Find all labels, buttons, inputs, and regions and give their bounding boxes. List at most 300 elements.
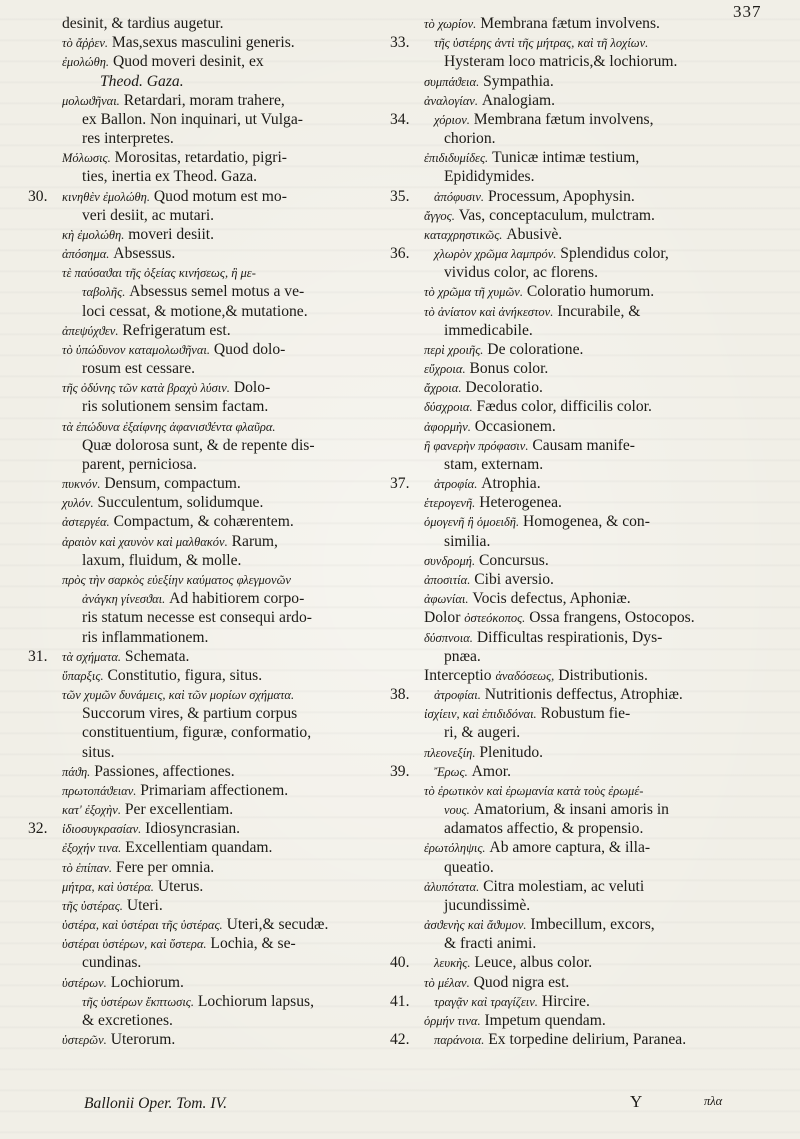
latin-text: Hircire. [537,992,590,1010]
greek-term: πλεονεξίη. [424,745,476,760]
text-line [424,838,784,857]
latin-text: Decoloratio. [461,379,543,397]
text-line [62,474,402,493]
latin-text: Amor. [467,762,512,780]
greek-term: ἄχροια. [424,381,462,396]
greek-term: τὸ μέλαν. [424,975,470,990]
greek-term: τὸ ἐπίπαν. [62,860,113,875]
latin-text: Splendidus color, [556,245,669,263]
text-line [62,244,402,263]
text-line [424,628,784,647]
latin-text: res interpretes. [82,130,174,148]
text-line [390,992,784,1011]
greek-term: ὑστέρων. [62,975,107,990]
latin-text: Leuce, albus color. [470,954,593,972]
greek-term: ἀλυπότατα. [424,879,480,894]
greek-term: χόριον. [434,112,470,127]
greek-term: τῆς ὑστέρων ἔκπτωσις. [82,994,194,1009]
text-line [62,877,402,896]
text-line [424,148,784,167]
latin-text: Retardari, moram trahere, [119,91,285,109]
latin-text: Cibi aversio. [470,570,554,588]
text-line [62,781,402,800]
greek-term: τὸ ἄῤῥεν. [62,36,109,51]
greek-term: καταχρηστικῶς. [424,227,503,242]
text-line [62,1030,402,1049]
greek-term: χλωρὸν χρῶμα λαμπρόν. [434,247,557,262]
text-line [62,321,402,340]
latin-text: rosum est cessare. [82,360,196,378]
latin-text: Robustum fie- [536,705,631,723]
latin-text: parent, perniciosa. [82,455,197,473]
greek-term: ὕπαρξις. [62,668,104,683]
latin-text: ex Ballon. Non inquinari, ut Vulga- [82,110,303,128]
latin-text: Excellentiam quandam. [121,839,273,857]
text-line [62,992,402,1011]
text-line [424,532,784,551]
text-line [62,302,402,321]
latin-text: & excretiones. [82,1011,173,1029]
latin-text: Occasionem. [470,417,556,435]
footer-running-title: Ballonii Oper. Tom. IV. [84,1095,227,1112]
latin-text: Lochia, & se- [206,935,296,953]
greek-term: Μόλωσις. [62,151,111,166]
latin-text: Distributionis. [554,666,648,684]
latin-text: Analogiam. [477,91,556,109]
text-line [62,704,402,723]
latin-text: adamatos affectio, & propensio. [444,820,644,838]
text-line [62,800,402,819]
text-line [424,72,784,91]
text-line [62,762,402,781]
greek-term: ἰδιοσυγκρασίαν. [62,822,142,837]
text-line [62,359,402,378]
text-line [62,1011,402,1030]
latin-text: Incurabile, & [553,302,641,320]
text-line [390,1030,784,1049]
text-line [424,52,784,71]
text-line [424,743,784,762]
greek-term: ὁμογενῆ ἢ ὁμοειδῆ. [424,515,520,530]
text-line [62,934,402,953]
latin-text: loci cessat, & motione,& mutatione. [82,302,308,320]
latin-text: De coloratione. [483,340,584,358]
latin-text: Homogenea, & con- [519,513,650,531]
latin-text: Rarum, [227,532,278,550]
left-column [28,14,402,1049]
text-line [62,436,402,455]
latin-text: Ossa frangens, Ostocopos. [525,609,695,627]
text-line [424,877,784,896]
greek-term: ἐμολώθη. [62,55,110,70]
latin-text: Membrana fætum involvens, [469,110,654,128]
text-line [390,762,784,781]
text-line [424,321,784,340]
latin-text: Theod. Gaza. [100,72,184,90]
greek-term: τῆς ὀδύνης τῶν κατὰ βραχὺ λύσιν. [62,381,230,396]
text-line [62,129,402,148]
text-line [62,417,402,436]
text-line [390,474,784,493]
latin-text: Ad habitiorem corpo- [165,590,305,608]
entry-number: 34. [390,110,410,128]
latin-text: chorion. [444,130,496,148]
greek-term: κινηθὲν ἐμολώθη. [62,189,151,204]
greek-term: κατ' ἐξοχὴν. [62,803,121,818]
right-column [390,14,784,1049]
text-line [424,800,784,819]
latin-text: Tunicæ intimæ testium, [488,149,640,167]
entry-number: 31. [28,647,48,665]
text-line [62,628,402,647]
latin-text: Difficultas respirationis, Dys- [472,628,663,646]
greek-term: τὸ ἐρωτικὸν καὶ ἐρωμανία κατὰ τοὺς ἐρωμέ- [424,783,644,798]
latin-text: Uteri. [122,896,163,914]
latin-text: Imbecillum, excors, [526,916,655,934]
latin-text: queatio. [444,858,494,876]
entry-number: 40. [390,954,410,972]
text-line [28,187,402,206]
text-line [62,378,402,397]
latin-text: immedicabile. [444,321,533,339]
latin-text: jucundissimè. [444,896,531,914]
text-line [424,436,784,455]
text-line [62,263,402,282]
latin-text: constituentium, figuræ, conformatio, [82,724,312,742]
text-line [424,512,784,531]
greek-term: τὰ ἐπώδυνα ἐξαίφνης ἀφανισϑέντα φλαῦρα. [62,419,276,434]
text-line [424,340,784,359]
latin-text: Idiosyncrasian. [141,820,241,838]
text-line [62,33,402,52]
text-line [62,532,402,551]
text-line [62,551,402,570]
text-line [424,397,784,416]
greek-term: ἄγγος. [424,208,455,223]
greek-term: ἀνάγκη γίνεσϑαι. [82,592,166,607]
greek-term: τὸ χωρίον. [424,17,477,31]
text-line [62,14,402,33]
greek-term: ἀπεψύχϑεν. [62,323,119,338]
entry-number: 36. [390,245,410,263]
text-line [62,915,402,934]
text-line [62,110,402,129]
text-line [62,206,402,225]
text-line [62,148,402,167]
greek-term: ἀπόφυσιν. [434,189,485,204]
text-line [424,302,784,321]
text-line [62,570,402,589]
latin-text: Densum, compactum. [100,475,241,493]
greek-term: παράνοια. [434,1033,485,1048]
latin-text: Absessus semel motus a ve- [125,283,305,301]
text-line [62,167,402,186]
text-line [28,819,402,838]
text-line [62,896,402,915]
entry-number: 33. [390,34,410,52]
latin-text: situs. [82,743,115,761]
latin-text: Constitutio, figura, situs. [103,666,263,684]
latin-text: ties, inertia ex Theod. Gaza. [82,168,258,186]
greek-term: ἐπιδιδυμίδες. [424,151,489,166]
text-line [424,167,784,186]
entry-number: 32. [28,820,48,838]
latin-text: Fere per omnia. [112,858,215,876]
latin-text: Concursus. [475,551,549,569]
latin-text: Causam manife- [528,436,635,454]
text-line [62,512,402,531]
latin-text: Interceptio [424,666,496,684]
text-line [424,493,784,512]
latin-text: cundinas. [82,954,142,972]
greek-term: τραγᾷν καὶ τραγίζειν. [434,994,538,1009]
greek-term: ἀραιὸν καὶ χαυνὸν καὶ μαλθακόν. [62,534,228,549]
latin-text: Bonus color. [465,360,549,378]
latin-text: similia. [444,532,491,550]
text-line [424,14,784,33]
latin-text: Uteri,& secudæ. [222,916,329,934]
text-line [62,858,402,877]
greek-term: ἀφορμὴν. [424,419,471,434]
entry-number: 37. [390,475,410,493]
greek-term: τῆς ὑστέρης ἀντὶ τῆς μήτρας, καὶ τῆ λοχίων. [434,36,649,51]
latin-text: pnæa. [444,647,481,665]
text-line [424,225,784,244]
greek-term: συνδρομή. [424,553,476,568]
latin-text: Uterus. [153,877,204,895]
greek-term: ἀποσιτία. [424,572,471,587]
text-line [424,781,784,800]
text-line [62,340,402,359]
latin-text: Fædus color, difficilis color. [472,398,652,416]
text-line [390,187,784,206]
text-line [62,72,402,91]
greek-term: πρωτοπάϑειαν. [62,783,137,798]
latin-text: desinit, & tardius augetur. [62,15,224,32]
text-line [62,52,402,71]
latin-text: Morositas, retardatio, pigri- [110,149,288,167]
text-line [424,819,784,838]
latin-text: Lochiorum. [106,973,184,991]
greek-term: κὴ ἐμολώθη. [62,227,125,242]
text-line [424,608,784,627]
latin-text: Epididymides. [444,168,535,186]
entry-number: 35. [390,187,410,205]
latin-text: Succorum vires, & partium corpus [82,705,298,723]
latin-text: stam, externam. [444,455,544,473]
greek-term: πρὸς τὴν σαρκὸς εὐεξίην καύματος φλεγμονῶν [62,572,291,587]
text-line [390,953,784,972]
text-line [424,570,784,589]
greek-term: πυκνόν. [62,477,101,492]
latin-text: Per excellentiam. [120,801,234,819]
latin-text: Primariam affectionem. [136,781,289,799]
greek-term: ἑτερογενῆ. [424,496,476,511]
text-line [62,743,402,762]
greek-term: μολωϑῆναι. [62,93,120,108]
text-line [62,589,402,608]
text-line [62,953,402,972]
latin-text: Refrigeratum est. [118,321,231,339]
latin-text: Hysteram loco matricis,& lochiorum. [444,53,678,71]
latin-text: veri desiit, ac mutari. [82,206,215,224]
latin-text: Compactum, & cohærentem. [109,513,294,531]
greek-term: νους. [444,803,470,818]
latin-text: Coloratio humorum. [522,283,655,301]
text-line [424,589,784,608]
page-number: 337 [733,2,762,21]
text-line [62,282,402,301]
latin-text: Citra molestiam, ac veluti [479,877,645,895]
greek-term: τῆς ὑστέρας. [62,898,123,913]
greek-term: συμπάϑεια. [424,74,480,89]
latin-text: laxum, fluidum, & molle. [82,551,242,569]
text-line [390,110,784,129]
latin-text: Ab amore captura, & illa- [485,839,651,857]
greek-term: τὸ ἀνίατον καὶ ἀνήκεστον. [424,304,554,319]
text-line [424,206,784,225]
text-line [62,455,402,474]
latin-text: Dolor [424,609,465,627]
greek-term: λευκὴς. [434,956,471,971]
text-line [424,129,784,148]
greek-term: πάϑη. [62,764,91,779]
text-line [62,723,402,742]
greek-term: χυλόν. [62,496,94,511]
latin-text: Passiones, affectiones. [90,762,235,780]
latin-text: Heterogenea. [475,494,562,512]
latin-text: Mas,sexus masculini generis. [108,34,295,52]
entry-number: 42. [390,1031,410,1049]
latin-text: moveri desiit. [124,225,215,243]
latin-text: Impetum quendam. [480,1011,606,1029]
latin-text: ris statum necesse est consequi ardo- [82,609,312,627]
greek-term: Ἔρως. [434,764,468,779]
greek-term: εὔχροια. [424,362,466,377]
greek-term: δύσπνοια. [424,630,473,645]
latin-text: Quod moveri desinit, ex [109,53,264,71]
greek-term: τὸ ὑπώδυνον καταμολωϑῆναι. [62,342,210,357]
greek-term: ἐρωτόληψις. [424,841,486,856]
text-line [424,723,784,742]
latin-text: Plenitudo. [475,743,544,761]
text-line [390,244,784,263]
greek-term: ταβολῆς. [82,285,126,300]
greek-term: δύσχροια. [424,400,473,415]
latin-text: Nutritionis deffectus, Atrophiæ. [480,686,683,704]
text-line [424,934,784,953]
text-line [424,666,784,685]
latin-text: ris solutionem sensim factam. [82,398,269,416]
greek-term: ἰσχίειν, καὶ ἐπιδιδόναι. [424,707,537,722]
latin-text: Membrana fætum involvens. [476,15,660,32]
signature-mark: Y [630,1092,643,1111]
greek-term: τὸ χρῶμα τῆ χυμῶν. [424,285,523,300]
latin-text: Processum, Apophysin. [484,187,635,205]
text-line [424,915,784,934]
latin-text: Succulentum, solidumque. [93,494,264,512]
greek-term: τὰ σχήματα. [62,649,122,664]
text-line [424,263,784,282]
latin-text: Quæ dolorosa sunt, & de repente dis- [82,436,315,454]
text-line [424,91,784,110]
greek-term: ἢ φανερὴν πρόφασιν. [424,438,529,453]
text-line [62,608,402,627]
latin-text: Absessus. [109,245,176,263]
greek-term: ἀναλογίαν. [424,93,478,108]
latin-text: Vocis defectus, Aphoniæ. [468,590,631,608]
entry-number: 39. [390,762,410,780]
text-line [62,397,402,416]
text-line [424,551,784,570]
latin-text: & fracti animi. [444,935,537,953]
catchword: πλα [704,1094,723,1108]
text-line [62,973,402,992]
text-line [62,666,402,685]
text-line [424,704,784,723]
text-line [62,91,402,110]
latin-text: Sympathia. [479,72,554,90]
greek-term: ἀσϑενὴς καὶ ἄϑυμον. [424,918,527,933]
entry-number: 30. [28,187,48,205]
greek-term: ἐξοχήν τινα. [62,841,122,856]
greek-term: ἀπόσημα. [62,247,110,262]
latin-text: Lochiorum lapsus, [194,992,314,1010]
text-line [62,838,402,857]
text-line [62,493,402,512]
greek-term: ἀστεργέα. [62,515,110,530]
text-line [424,1011,784,1030]
entry-number: 38. [390,686,410,704]
latin-text: Quod dolo- [210,340,286,358]
latin-text: Uterorum. [106,1031,176,1049]
text-line [390,685,784,704]
latin-text: Vas, conceptaculum, mulctram. [454,206,655,224]
text-line [424,455,784,474]
text-line [62,225,402,244]
greek-term: ἀτροφίαι. [434,688,481,703]
greek-term: ὑστέραι ὑστέρων, καὶ ὕστερα. [62,937,207,952]
greek-term: ἀναδόσεως, [495,668,555,683]
text-line [424,858,784,877]
text-line [424,417,784,436]
greek-term: ἀτροφία. [434,477,478,492]
greek-term: μήτρα, καὶ ὑστέρα. [62,879,154,894]
text-line [424,973,784,992]
entry-number: 41. [390,992,410,1010]
latin-text: ri, & augeri. [444,724,521,742]
text-line [424,647,784,666]
latin-text: Amatorium, & insani amoris in [469,801,669,819]
greek-term: ὑστερῶν. [62,1033,107,1048]
text-line [390,33,784,52]
greek-term: ὀστεόκοπος. [464,611,526,626]
greek-term: ὁρμήν τινα. [424,1013,481,1028]
latin-text: Ex torpedine delirium, Paranea. [484,1031,687,1049]
latin-text: Atrophia. [477,475,541,493]
text-line [62,685,402,704]
greek-term: ὑστέρα, καὶ ὑστέραι τῆς ὑστέρας. [62,918,223,933]
text-line [424,896,784,915]
latin-text: Quod nigra est. [469,973,570,991]
text-line [424,359,784,378]
greek-term: περὶ χροιῆς. [424,342,484,357]
text-line [424,378,784,397]
text-line [28,647,402,666]
text-line [424,282,784,301]
greek-term: τὲ παύσαϑαι τῆς ὀξείας κινήσεως, ἢ με- [62,266,256,281]
latin-text: ris inflammationem. [82,628,209,646]
